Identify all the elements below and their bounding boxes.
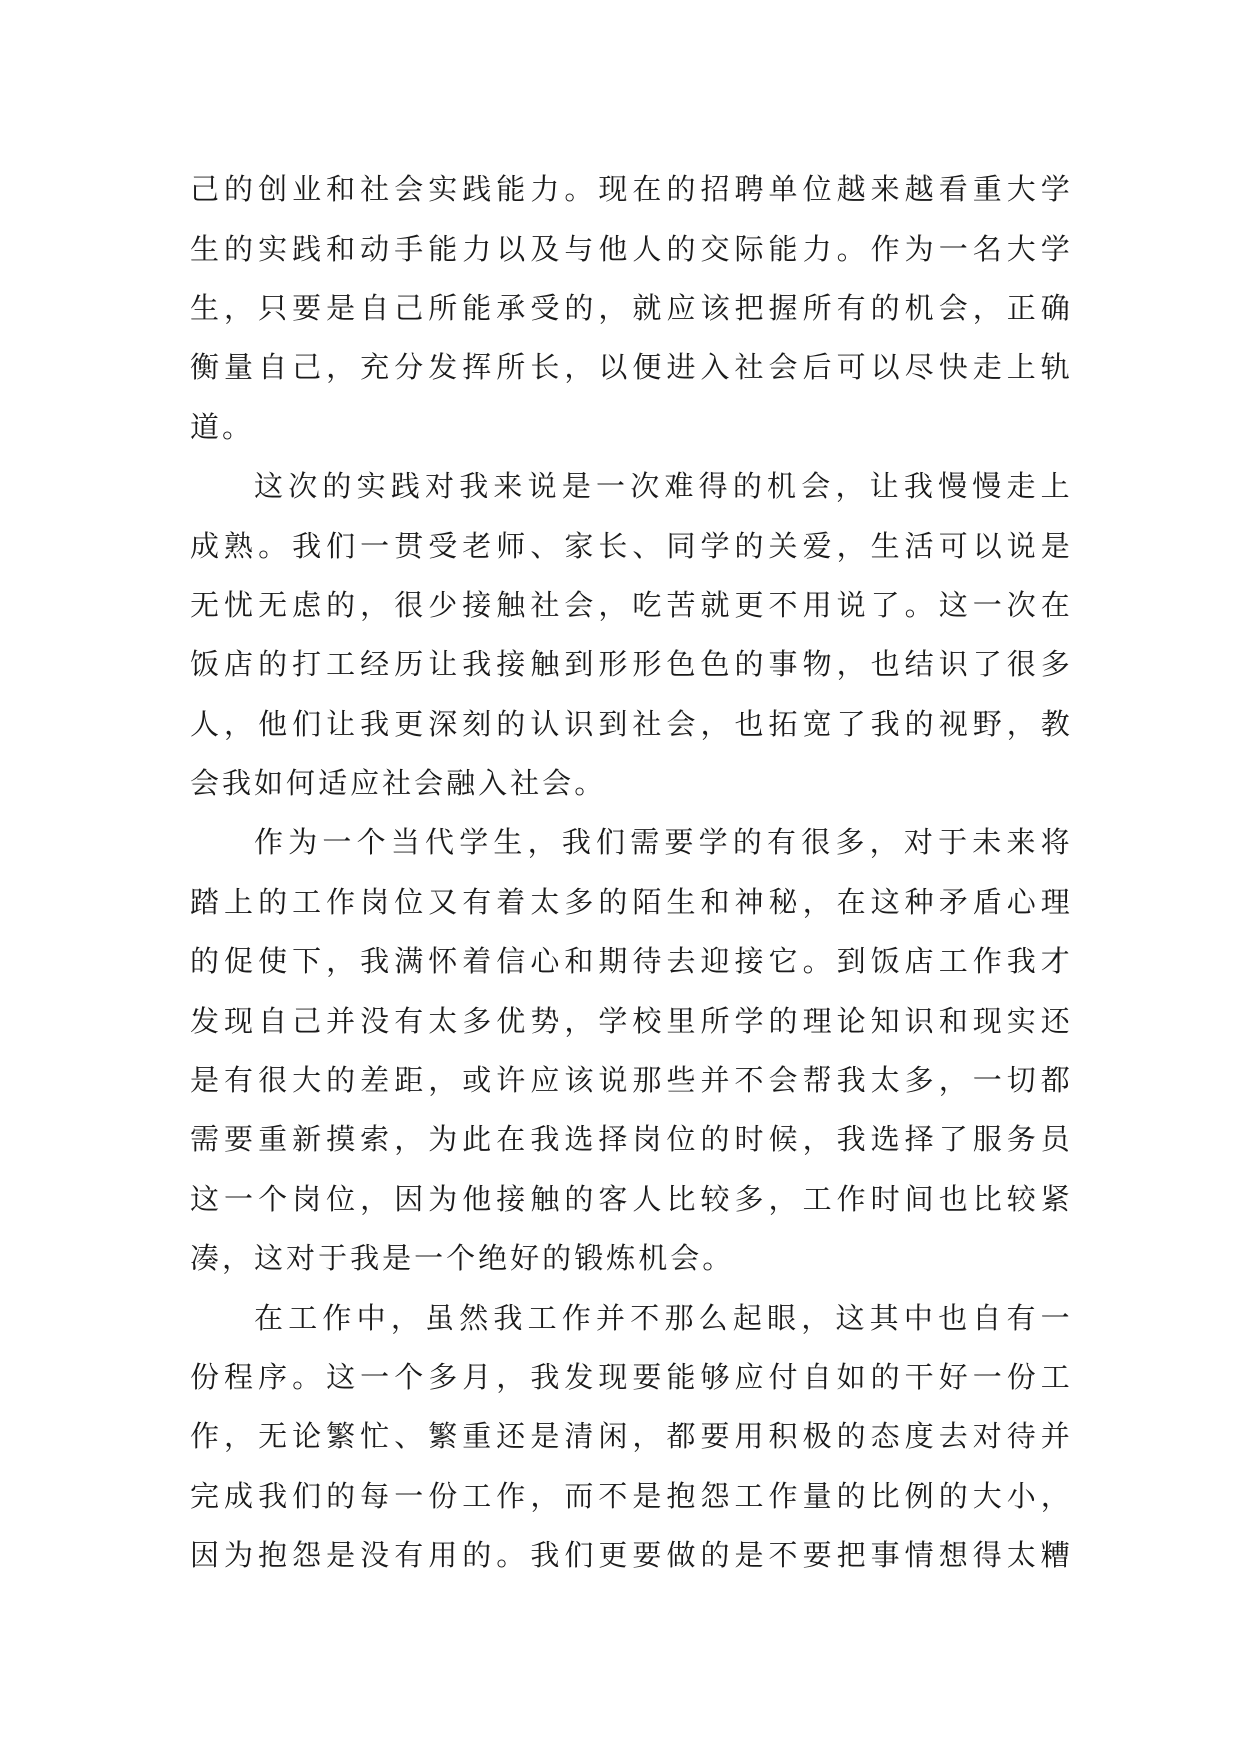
text-line: 人 ， 他 们 让 我 更 深 刻 的 认 识 到 社 会 ， 也 拓 宽 了 我 的 视 野 ， 教 <box>190 706 1070 741</box>
text-line: 衡 量 自 己 ， 充 分 发 挥 所 长 ， 以 便 进 入 社 会 后 可 以 尽 快 走 上 轨 <box>190 350 1070 385</box>
text-line: 这 一 个 岗 位 ， 因 为 他 接 触 的 客 人 比 较 多 ， 工 作 时 间 也 比 较 紧 <box>190 1181 1070 1216</box>
text-line: 发 现 自 己 并 没 有 太 多 优 势 ， 学 校 里 所 学 的 理 论 知 识 和 现 实 还 <box>190 1003 1070 1038</box>
text-line: 饭 店 的 打 工 经 历 让 我 接 触 到 形 形 色 色 的 事 物 ， 也 结 识 了 很 多 <box>190 647 1070 682</box>
text-line: 道 。 <box>190 409 255 444</box>
text-line: 这 次 的 实 践 对 我 来 说 是 一 次 难 得 的 机 会 ， 让 我 慢 慢 走 上 <box>254 469 1070 504</box>
text-line: 凑 ， 这 对 于 我 是 一 个 绝 好 的 锻 炼 机 会 。 <box>190 1241 735 1276</box>
text-line: 因 为 抱 怨 是 没 有 用 的 。 我 们 更 要 做 的 是 不 要 把 事 情 想 得 太 糟 <box>190 1538 1070 1573</box>
text-line: 是 有 很 大 的 差 距 ， 或 许 应 该 说 那 些 并 不 会 帮 我 太 多 ， 一 切 都 <box>190 1063 1070 1098</box>
text-line: 作 为 一 个 当 代 学 生 ， 我 们 需 要 学 的 有 很 多 ， 对 于 未 来 将 <box>254 825 1070 860</box>
text-line: 生 的 实 践 和 动 手 能 力 以 及 与 他 人 的 交 际 能 力 。 作 为 一 名 大 学 <box>190 231 1070 266</box>
text-line: 需 要 重 新 摸 索 ， 为 此 在 我 选 择 岗 位 的 时 候 ， 我 选 择 了 服 务 员 <box>190 1122 1070 1157</box>
body-text <box>190 158 1070 1583</box>
text-line: 完 成 我 们 的 每 一 份 工 作 ， 而 不 是 抱 怨 工 作 量 的 比 例 的 大 小 ， <box>190 1478 1070 1513</box>
text-line: 踏 上 的 工 作 岗 位 又 有 着 太 多 的 陌 生 和 神 秘 ， 在 这 种 矛 盾 心 理 <box>190 884 1070 919</box>
text-line: 的 促 使 下 ， 我 满 怀 着 信 心 和 期 待 去 迎 接 它 。 到 饭 店 工 作 我 才 <box>190 944 1070 979</box>
text-line: 无 忧 无 虑 的 ， 很 少 接 触 社 会 ， 吃 苦 就 更 不 用 说 了 。 这 一 次 在 <box>190 587 1070 622</box>
text-line: 在 工 作 中 ， 虽 然 我 工 作 并 不 那 么 起 眼 ， 这 其 中 也 自 有 一 <box>254 1300 1070 1335</box>
text-line: 会 我 如 何 适 应 社 会 融 入 社 会 。 <box>190 766 607 801</box>
text-line: 生 ， 只 要 是 自 己 所 能 承 受 的 ， 就 应 该 把 握 所 有 的 机 会 ， 正 确 <box>190 290 1070 325</box>
text-line: 份 程 序 。 这 一 个 多 月 ， 我 发 现 要 能 够 应 付 自 如 的 干 好 一 份 工 <box>190 1360 1070 1394</box>
text-line: 作 ， 无 论 繁 忙 、 繁 重 还 是 清 闲 ， 都 要 用 积 极 的 态 度 去 对 待 并 <box>190 1419 1070 1454</box>
text-line: 成 熟 。 我 们 一 贯 受 老 师 、 家 长 、 同 学 的 关 爱 ， 生 活 可 以 说 是 <box>190 528 1070 563</box>
text-line: 己 的 创 业 和 社 会 实 践 能 力 。 现 在 的 招 聘 单 位 越 来 越 看 重 大 学 <box>190 172 1070 207</box>
